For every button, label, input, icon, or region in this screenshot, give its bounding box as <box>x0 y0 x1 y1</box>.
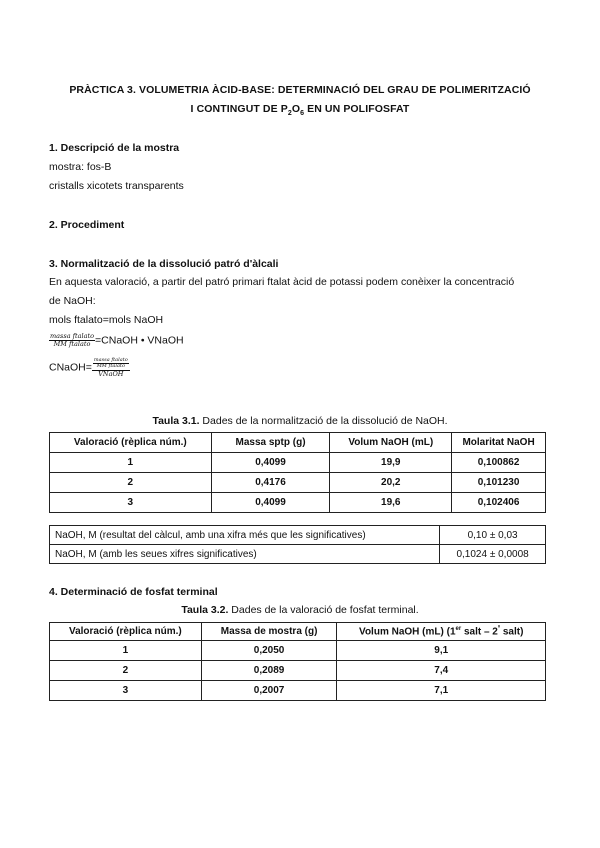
table-row <box>50 493 546 513</box>
table1-header-cell: Molaritat NaOH <box>452 433 546 453</box>
table-cell: 0,2050 <box>201 641 337 661</box>
table-cell: 0,2089 <box>201 661 337 681</box>
table-cell: 19,6 <box>330 493 452 513</box>
mass-over-mm-fraction <box>49 333 95 348</box>
section1-line2: cristalls xicotets transparents <box>49 180 184 192</box>
section3-para2: de NaOH: <box>49 295 96 307</box>
table-cell: 0,10 ± 0,03 <box>440 526 546 545</box>
concentration-fraction <box>92 358 130 377</box>
equation-moles: mols ftalato=mols NaOH <box>49 314 164 326</box>
table-terminal-phosphate <box>49 622 546 701</box>
compound-denominator: VNaOH <box>98 369 124 378</box>
table-cell: 0,1024 ± 0,0008 <box>440 545 546 564</box>
table1-header-cell: Volum NaOH (mL) <box>330 433 452 453</box>
fraction-denominator: MM ftalato <box>53 339 91 348</box>
table-cell: 9,1 <box>337 641 546 661</box>
table-row <box>50 473 546 493</box>
fraction-numerator: massa ftalato <box>50 332 95 340</box>
table1-caption-text: Dades de la normalització de la dissolució de NaOH. <box>199 415 448 427</box>
table-cell: 20,2 <box>330 473 452 493</box>
table2-header-row <box>50 623 546 641</box>
table-naoh-result <box>49 525 546 564</box>
table-cell: 0,100862 <box>452 453 546 473</box>
table-row <box>50 641 546 661</box>
table2-header-cell <box>337 623 546 641</box>
section4-heading: 4. Determinació de fosfat terminal <box>49 586 218 598</box>
header-salt-end: salt) <box>500 626 524 638</box>
compound-numerator <box>92 358 130 371</box>
header-sup-ordinal: º <box>497 625 501 632</box>
section1-heading: 1. Descripció de la mostra <box>49 142 180 154</box>
table2-caption-label: Taula 3.2. <box>181 604 229 616</box>
table-cell: 0,102406 <box>452 493 546 513</box>
table-row <box>50 526 546 545</box>
table-cell: 0,4099 <box>211 493 330 513</box>
title-line2-post: EN UN POLIFOSFAT <box>304 103 410 115</box>
table-normalization <box>49 432 546 513</box>
equation-conc-volume <box>49 333 184 348</box>
equation-conc-lhs: CNaOH= <box>49 361 92 374</box>
equation-rhs: =CNaOH • VNaOH <box>95 334 184 347</box>
table-cell: NaOH, M (resultat del càlcul, amb una xifra més que les significatives) <box>50 526 440 545</box>
document-title-line1: PRÀCTICA 3. VOLUMETRIA ÀCID-BASE: DETERMINACIÓ DEL GRAU DE POLIMERITZACIÓ <box>69 84 531 96</box>
table-cell: 0,101230 <box>452 473 546 493</box>
table-row <box>50 661 546 681</box>
table2-header-cell: Valoració (rèplica núm.) <box>50 623 202 641</box>
title-line2-pre: I CONTINGUT DE P <box>190 103 288 115</box>
title-sub2: 6 <box>300 110 305 118</box>
table-cell: 0,4176 <box>211 473 330 493</box>
table-cell: 3 <box>50 681 202 701</box>
table2-caption <box>40 604 560 616</box>
table1-header-cell: Massa sptp (g) <box>211 433 330 453</box>
equation-concentration <box>49 358 130 377</box>
document-title-line2 <box>40 103 560 117</box>
table-cell: 2 <box>50 473 212 493</box>
title-sub1: 2 <box>287 110 292 118</box>
table-row <box>50 453 546 473</box>
table-cell: 1 <box>50 641 202 661</box>
inner-fraction <box>93 358 129 370</box>
section1-line1: mostra: fos-B <box>49 161 112 173</box>
inner-denominator: MM ftalato <box>96 363 125 370</box>
table-row <box>50 681 546 701</box>
header-volume-part: Volum NaOH (mL) (1 <box>359 626 456 638</box>
header-salt-part: salt – 2 <box>461 626 498 638</box>
table-cell: 0,4099 <box>211 453 330 473</box>
table-cell: 0,2007 <box>201 681 337 701</box>
table-cell: 7,4 <box>337 661 546 681</box>
table1-header-cell: Valoració (rèplica núm.) <box>50 433 212 453</box>
table-cell: 19,9 <box>330 453 452 473</box>
table2-header-cell: Massa de mostra (g) <box>201 623 337 641</box>
header-sup-er: er <box>455 625 462 632</box>
section3-heading: 3. Normalització de la dissolució patró d'àlcali <box>49 258 279 270</box>
title-line2-mid: O <box>291 103 301 115</box>
table-cell: 2 <box>50 661 202 681</box>
table-cell: 3 <box>50 493 212 513</box>
table-cell: 1 <box>50 453 212 473</box>
table1-header-row <box>50 433 546 453</box>
table-cell: 7,1 <box>337 681 546 701</box>
section2-heading: 2. Procediment <box>49 219 125 231</box>
table2-caption-text: Dades de la valoració de fosfat terminal. <box>228 604 419 616</box>
section3-para1: En aquesta valoració, a partir del patró primari ftalat àcid de potassi podem conèixer la concentració <box>49 276 515 288</box>
table-cell: NaOH, M (amb les seues xifres significatives) <box>50 545 440 564</box>
table1-caption <box>40 415 560 427</box>
inner-numerator: massa ftalato <box>93 357 128 363</box>
table-row <box>50 545 546 564</box>
table1-caption-label: Taula 3.1. <box>152 415 200 427</box>
